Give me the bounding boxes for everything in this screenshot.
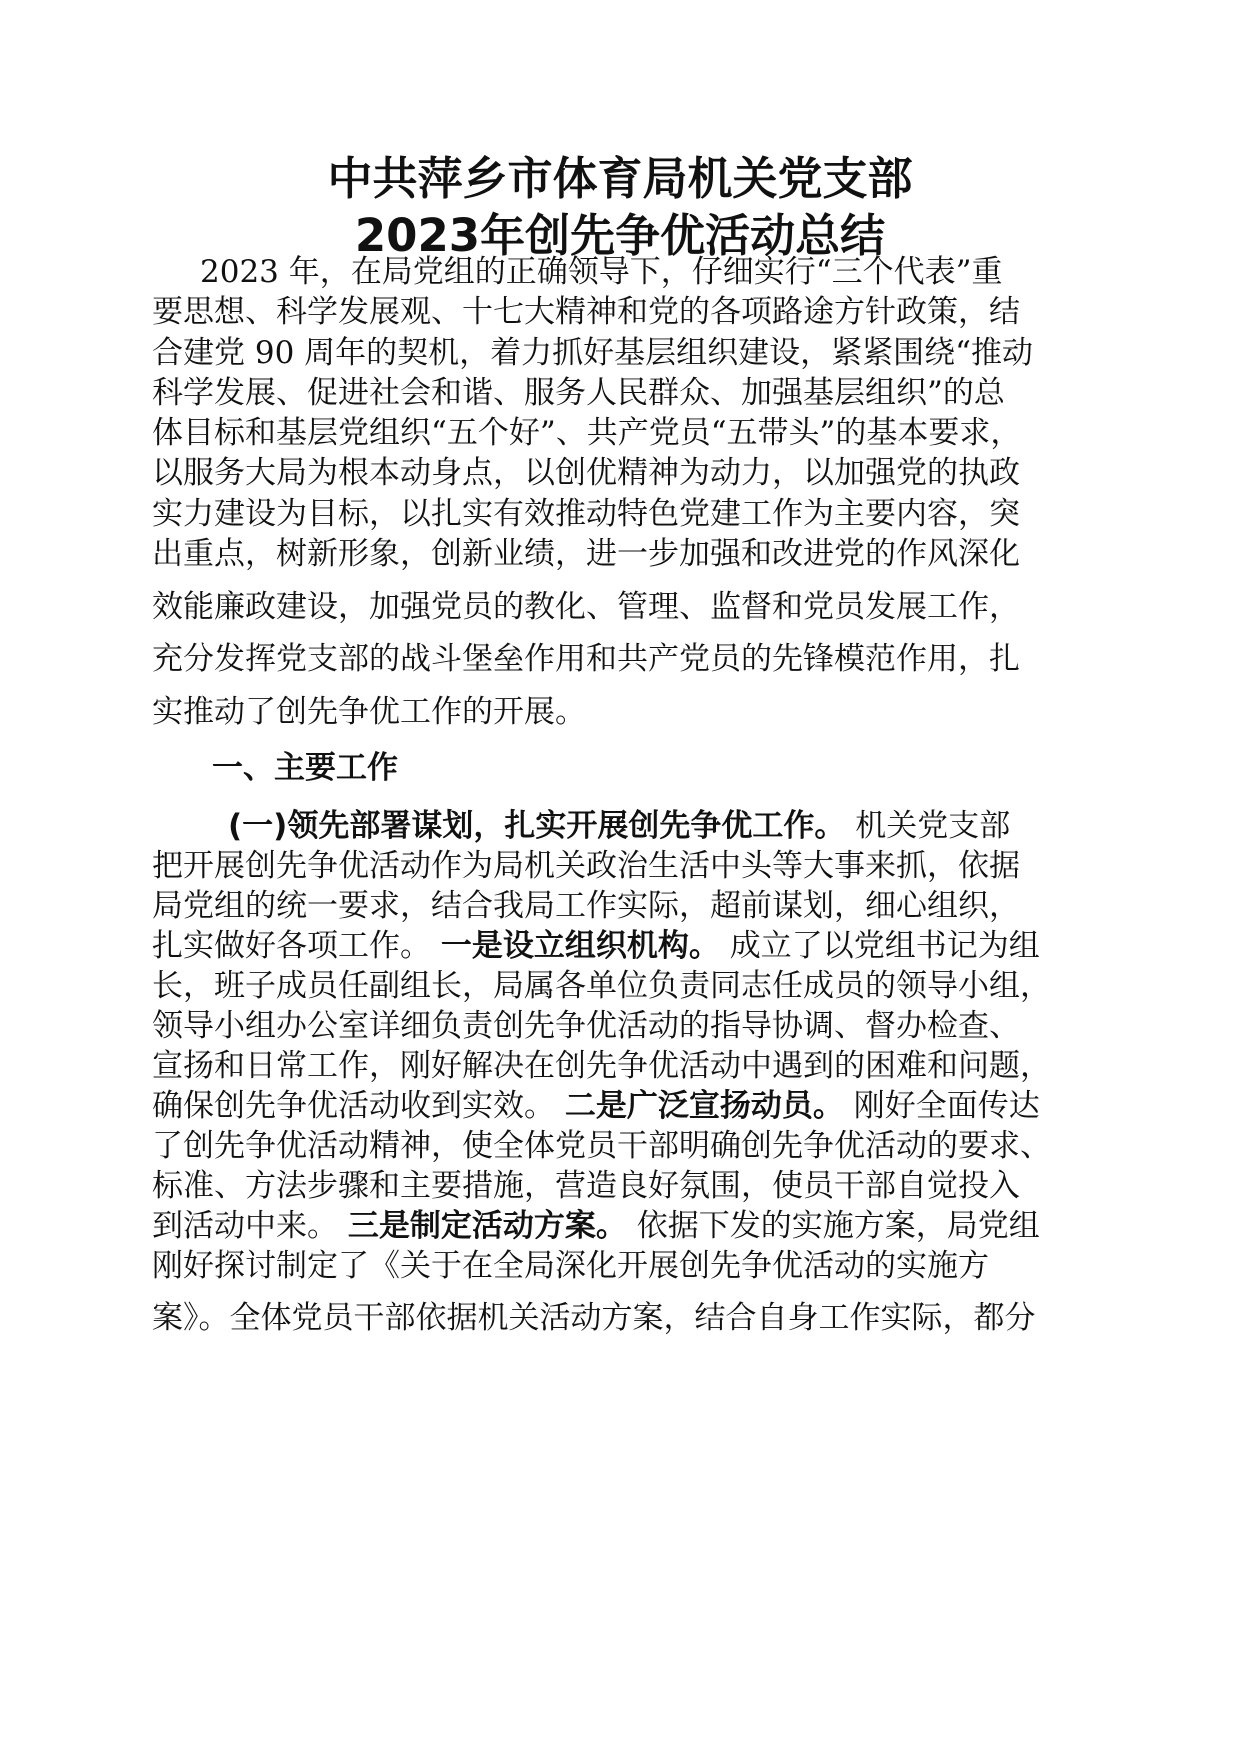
intro-line: 出重点，树新形象，创新业绩，进一步加强和改进党的作风深化 bbox=[152, 536, 1020, 572]
body-line bbox=[152, 926, 1092, 966]
body-line: 刚好探讨制定了《关于在全局深化开展创先争优活动的实施方 bbox=[152, 1248, 989, 1284]
body-line: 局党组的统一要求，结合我局工作实际，超前谋划，细心组织， bbox=[152, 888, 1020, 924]
body-line: 长，班子成员任副组长，局属各单位负责同志任成员的领导小组， bbox=[152, 968, 1051, 1004]
body-line bbox=[152, 1086, 1092, 1126]
body-line bbox=[152, 1206, 1092, 1246]
document-title-line-1: 中共萍乡市体育局机关党支部 bbox=[327, 152, 913, 205]
bold-phrase: 一是设立组织机构。 bbox=[440, 928, 720, 964]
intro-line: 效能廉政建设，加强党员的教化、管理、监督和党员发展工作， bbox=[152, 589, 1020, 625]
subsection-line bbox=[228, 806, 1092, 846]
body-text: 刚好全面传达 bbox=[843, 1088, 1040, 1124]
intro-line: 合建党 90 周年的契机，着力抓好基层组织建设，紧紧围绕“推动 bbox=[152, 335, 1033, 371]
body-text: 成立了以党组书记为组 bbox=[719, 928, 1040, 964]
intro-line: 实力建设为目标，以扎实有效推动特色党建工作为主要内容，突 bbox=[152, 496, 1020, 532]
body-line: 把开展创先争优活动作为局机关政治生活中头等大事来抓，依据 bbox=[152, 848, 1020, 884]
body-line: 标准、方法步骤和主要措施，营造良好氛围，使员干部自觉投入 bbox=[152, 1168, 1020, 1204]
body-line: 宣扬和日常工作，刚好解决在创先争优活动中遇到的困难和问题， bbox=[152, 1048, 1051, 1084]
body-line: 了创先争优活动精神，使全体党员干部明确创先争优活动的要求、 bbox=[152, 1128, 1051, 1164]
body-line: 领导小组办公室详细负责创先争优活动的指导协调、督办检查、 bbox=[152, 1008, 1020, 1044]
bold-phrase: 二是广泛宣扬动员。 bbox=[564, 1088, 844, 1124]
intro-line: 以服务大局为根本动身点，以创优精神为动力，以加强党的执政 bbox=[152, 455, 1020, 491]
body-text: 到活动中来。 bbox=[152, 1208, 348, 1244]
intro-line: 实推动了创先争优工作的开展。 bbox=[152, 694, 586, 730]
body-text: 扎实做好各项工作。 bbox=[152, 928, 441, 964]
intro-line: 要思想、科学发展观、十七大精神和党的各项路途方针政策，结 bbox=[152, 294, 1020, 330]
bold-phrase: 三是制定活动方案。 bbox=[347, 1208, 627, 1244]
intro-line: 体目标和基层党组织“五个好”、共产党员“五带头”的基本要求， bbox=[152, 415, 1022, 451]
intro-line: 2023 年，在局党组的正确领导下，仔细实行“三个代表”重 bbox=[200, 254, 1003, 290]
intro-line: 充分发挥党支部的战斗堡垒作用和共产党员的先锋模范作用，扎 bbox=[152, 641, 1020, 677]
subsection-heading: (一)领先部署谋划，扎实开展创先争优工作。 bbox=[228, 808, 846, 844]
subsection-text: 机关党支部 bbox=[845, 808, 1011, 844]
section-heading: 一、主要工作 bbox=[212, 750, 398, 786]
body-line: 案》。全体党员干部依据机关活动方案，结合自身工作实际，都分 bbox=[152, 1300, 1036, 1336]
intro-line: 科学发展、促进社会和谐、服务人民群众、加强基层组织”的总 bbox=[152, 375, 1005, 411]
body-text: 依据下发的实施方案，局党组 bbox=[626, 1208, 1040, 1244]
body-text: 确保创先争优活动收到实效。 bbox=[152, 1088, 565, 1124]
document-title-line-2: 2023年创先争优活动总结 bbox=[354, 209, 886, 262]
